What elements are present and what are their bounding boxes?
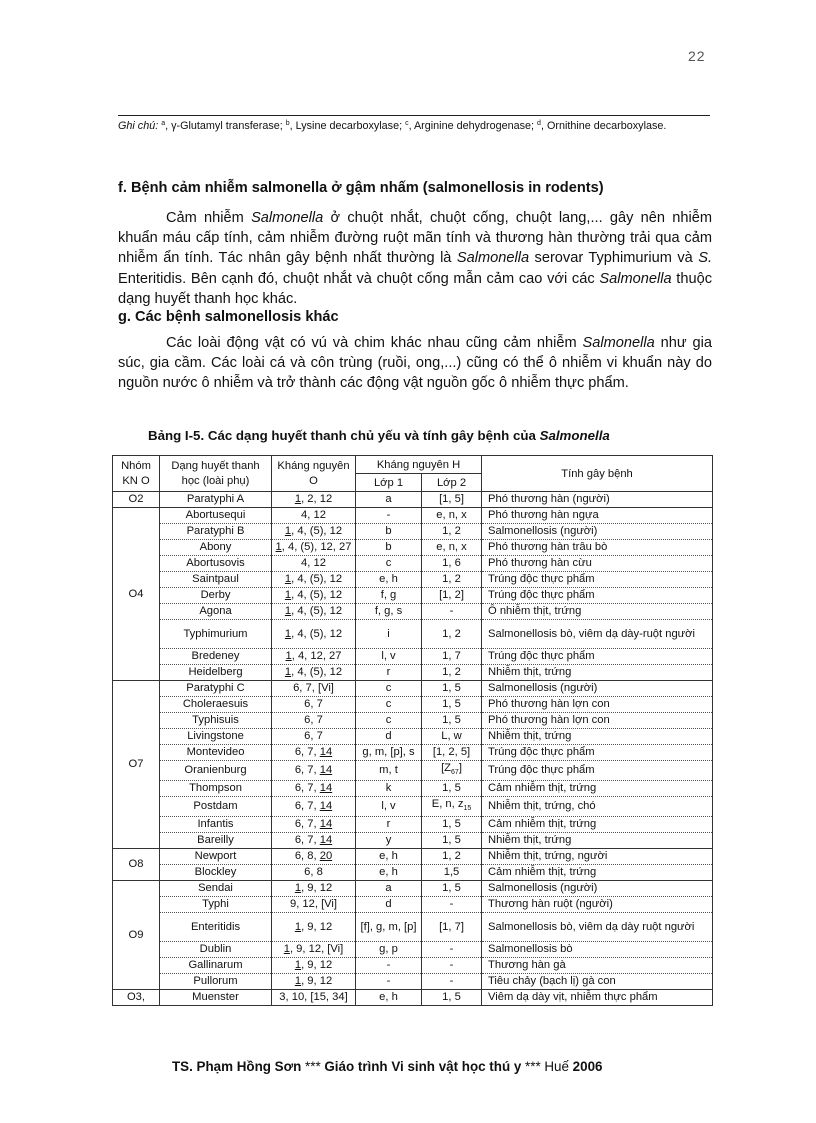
header-phase1: Lớp 1: [356, 474, 422, 492]
o-antigen-cell: 6, 7: [272, 697, 356, 713]
o-antigen-part: 14: [319, 834, 333, 847]
o-antigen-part: , 4, (5), 12: [291, 605, 343, 617]
footer: [172, 1059, 602, 1074]
o-antigen-part: , 4, (5), 12: [291, 627, 343, 640]
phase2-cell: L, w: [422, 729, 482, 745]
phase1-cell: e, h: [356, 990, 422, 1006]
table-row: [113, 604, 713, 620]
phase1-cell: r: [356, 665, 422, 681]
table-row: [113, 781, 713, 797]
pathogenicity-cell: Trúng độc thực phẩm: [482, 649, 713, 665]
page-number: 22: [688, 48, 706, 64]
o-antigen-cell: [272, 572, 356, 588]
o-antigen-part: 1: [284, 666, 292, 678]
o-antigen-cell: [272, 665, 356, 681]
header-phase2: Lớp 2: [422, 474, 482, 492]
pathogenicity-cell: Nhiễm thịt, trứng, người: [482, 849, 713, 865]
pathogenicity-cell: Trúng độc thực phẩm: [482, 572, 713, 588]
o-antigen-part: 1: [294, 920, 302, 933]
o-antigen-cell: 6, 7, [Vi]: [272, 681, 356, 697]
o-antigen-part: 1: [275, 541, 282, 553]
serovar-cell: Sendai: [160, 881, 272, 897]
o-antigen-part: 1: [284, 525, 292, 537]
phase2-cell: 1, 5: [422, 781, 482, 797]
pathogenicity-cell: Cảm nhiễm thịt, trứng: [482, 781, 713, 797]
text-italic: S.: [698, 250, 713, 267]
o-antigen-part: 1: [294, 882, 302, 895]
serovar-cell: Infantis: [160, 817, 272, 833]
text: Các loài động vật có vú và chim khác nhau cũng cảm nhiễm: [166, 335, 583, 351]
h-text: Kháng nguyên: [277, 459, 350, 472]
serovar-cell: Heidelberg: [160, 665, 272, 681]
phase1-cell: k: [356, 781, 422, 797]
sup-d: d: [537, 120, 541, 127]
o-antigen-part: 20: [319, 850, 333, 863]
o-antigen-cell: 6, 7: [272, 713, 356, 729]
phase1-cell: -: [356, 508, 422, 524]
phase1-cell: c: [356, 556, 422, 572]
serovar-cell: Newport: [160, 849, 272, 865]
o-antigen-cell: [272, 974, 356, 990]
pathogenicity-cell: Salmonellosis bò, viêm dạ dày-ruột người: [482, 620, 713, 649]
o-antigen-part: , 4, 12, 27: [291, 650, 342, 662]
table-row: [113, 865, 713, 881]
h-text: học (loài phụ): [181, 474, 250, 487]
table-row: [113, 833, 713, 849]
pathogenicity-cell: Thương hàn ruột (người): [482, 897, 713, 913]
phase2-cell: 1, 2: [422, 849, 482, 865]
phase2-part: 67: [451, 769, 459, 777]
sup-a: a: [161, 120, 166, 127]
o-antigen-part: 1: [294, 975, 302, 988]
phase2-cell: -: [422, 604, 482, 620]
caption-italic: Salmonella: [539, 428, 610, 443]
o-antigen-cell: [272, 649, 356, 665]
o-antigen-part: 6, 7,: [294, 834, 320, 847]
pathogenicity-cell: Salmonellosis (người): [482, 881, 713, 897]
o-antigen-part: 1: [284, 573, 292, 585]
text-italic: Salmonella: [456, 250, 530, 267]
o-antigen-cell: [272, 620, 356, 649]
table-row: [113, 990, 713, 1006]
phase1-cell: d: [356, 729, 422, 745]
phase1-cell: l, v: [356, 649, 422, 665]
text: Enteritidis. Bên cạnh đó, chuột nhắt và chuột cống mẫn cảm cao với các: [118, 270, 600, 287]
pathogenicity-cell: Nhiễm thịt, trứng: [482, 833, 713, 849]
pathogenicity-cell: Phó thương hàn (người): [482, 492, 713, 508]
serovar-cell: Typhimurium: [160, 620, 272, 649]
o-antigen-part: 6, 7,: [294, 782, 320, 795]
o-antigen-cell: 6, 7: [272, 729, 356, 745]
serovar-cell: Paratyphi B: [160, 524, 272, 540]
footnote-label: Ghi chú:: [118, 120, 159, 132]
table-caption: [148, 428, 610, 443]
phase1-cell: b: [356, 524, 422, 540]
text: thuộc dạng huyết thanh học khác.: [118, 270, 712, 307]
o-antigen-cell: [272, 881, 356, 897]
phase2-cell: -: [422, 942, 482, 958]
phase2-cell: [1, 7]: [422, 913, 482, 942]
phase2-cell: [422, 797, 482, 817]
serovar-cell: Postdam: [160, 797, 272, 817]
pathogenicity-cell: Salmonellosis (người): [482, 524, 713, 540]
phase1-cell: i: [356, 620, 422, 649]
phase2-cell: 1, 5: [422, 697, 482, 713]
serovar-cell: Thompson: [160, 781, 272, 797]
o-antigen-cell: [272, 849, 356, 865]
serovar-cell: Derby: [160, 588, 272, 604]
o-antigen-part: 1: [284, 605, 292, 617]
phase1-cell: m, t: [356, 761, 422, 781]
footer-place: Huế: [544, 1059, 569, 1074]
pathogenicity-cell: Trúng độc thực phẩm: [482, 745, 713, 761]
pathogenicity-cell: Cảm nhiễm thịt, trứng: [482, 817, 713, 833]
phase2-cell: 1, 2: [422, 620, 482, 649]
serovar-cell: Muenster: [160, 990, 272, 1006]
phase1-cell: g, p: [356, 942, 422, 958]
o-antigen-cell: [272, 958, 356, 974]
table-row: [113, 729, 713, 745]
note-d: , Ornithine decarboxylase.: [540, 120, 667, 132]
pathogenicity-cell: Nhiễm thịt, trứng: [482, 665, 713, 681]
o-antigen-part: , 2, 12: [301, 493, 333, 505]
o-antigen-part: 1: [284, 627, 292, 640]
phase2-cell: 1, 5: [422, 833, 482, 849]
table-row: [113, 572, 713, 588]
group-cell: O2: [113, 492, 160, 508]
serovar-cell: Blockley: [160, 865, 272, 881]
pathogenicity-cell: Tiêu chảy (bạch lị) gà con: [482, 974, 713, 990]
table-row: [113, 649, 713, 665]
pathogenicity-cell: Phó thương hàn lợn con: [482, 697, 713, 713]
group-cell: O9: [113, 881, 160, 990]
text-italic: Salmonella: [599, 270, 672, 287]
table-row: [113, 620, 713, 649]
h-text: KN O: [122, 474, 150, 487]
pathogenicity-cell: Salmonellosis bò: [482, 942, 713, 958]
phase2-cell: 1, 6: [422, 556, 482, 572]
o-antigen-cell: [272, 761, 356, 781]
o-antigen-part: , 9, 12: [301, 882, 333, 895]
o-antigen-part: , 4, (5), 12: [291, 589, 343, 601]
pathogenicity-cell: Nhiễm thịt, trứng: [482, 729, 713, 745]
o-antigen-part: 1: [294, 959, 302, 972]
table-row: [113, 556, 713, 572]
o-antigen-part: , 9, 12: [301, 975, 333, 988]
section-f-heading: f. Bệnh cảm nhiễm salmonella ở gậm nhấm (salmonellosis in rodents): [118, 180, 604, 196]
phase2-cell: -: [422, 958, 482, 974]
table-body: [113, 492, 713, 1006]
serovar-cell: Paratyphi C: [160, 681, 272, 697]
phase2-cell: [1, 2, 5]: [422, 745, 482, 761]
o-antigen-cell: [272, 913, 356, 942]
header-o-antigen: [272, 456, 356, 492]
o-antigen-cell: [272, 524, 356, 540]
h-text: Dạng huyết thanh: [171, 459, 260, 472]
phase2-cell: e, n, x: [422, 540, 482, 556]
o-antigen-part: , 4, (5), 12: [291, 573, 343, 585]
phase1-cell: a: [356, 492, 422, 508]
o-antigen-cell: 3, 10, [15, 34]: [272, 990, 356, 1006]
section-g-heading: g. Các bệnh salmonellosis khác: [118, 309, 339, 325]
group-cell: O7: [113, 681, 160, 849]
serovar-cell: Livingstone: [160, 729, 272, 745]
o-antigen-cell: [272, 604, 356, 620]
sup-c: c: [405, 120, 409, 127]
serovar-cell: Gallinarum: [160, 958, 272, 974]
footer-sep: ***: [301, 1059, 325, 1074]
phase2-cell: -: [422, 974, 482, 990]
serovar-table: [112, 455, 713, 1006]
phase2-cell: -: [422, 897, 482, 913]
table-row: [113, 508, 713, 524]
table-row: [113, 697, 713, 713]
pathogenicity-cell: Trúng độc thực phẩm: [482, 588, 713, 604]
o-antigen-part: 6, 7,: [294, 746, 320, 758]
o-antigen-part: 14: [319, 800, 333, 813]
header-h-antigen: Kháng nguyên H: [356, 456, 482, 474]
table-row: [113, 797, 713, 817]
o-antigen-cell: [272, 745, 356, 761]
table-row: [113, 761, 713, 781]
phase1-cell: -: [356, 974, 422, 990]
table-row: [113, 713, 713, 729]
serovar-cell: Paratyphi A: [160, 492, 272, 508]
phase2-cell: 1, 2: [422, 524, 482, 540]
phase2-part: E, n, z: [431, 798, 464, 811]
serovar-cell: Oranienburg: [160, 761, 272, 781]
o-antigen-cell: [272, 492, 356, 508]
text: ở chuột nhắt, chuột cống, chuột lang,... gây nên nhiễm khuẩn máu cấp tính, cảm nhiễm đường ruột mãn tính và thương hàn thường trải qua cảm nhiễm ẩn tính. Tác nhân gây bệnh nhất thường là: [118, 210, 712, 267]
phase2-cell: 1,5: [422, 865, 482, 881]
o-antigen-part: , 9, 12: [301, 959, 333, 972]
phase1-cell: g, m, [p], s: [356, 745, 422, 761]
footer-sep: ***: [521, 1059, 545, 1074]
phase1-cell: f, g, s: [356, 604, 422, 620]
serovar-cell: Agona: [160, 604, 272, 620]
phase1-cell: y: [356, 833, 422, 849]
phase2-cell: [1, 5]: [422, 492, 482, 508]
o-antigen-part: 1: [285, 650, 292, 662]
o-antigen-part: 14: [319, 746, 333, 758]
serovar-cell: Bareilly: [160, 833, 272, 849]
o-antigen-part: , 4, (5), 12, 27: [281, 541, 352, 553]
phase1-cell: f, g: [356, 588, 422, 604]
table-row: [113, 588, 713, 604]
serovar-cell: Montevideo: [160, 745, 272, 761]
table-row: [113, 881, 713, 897]
table-row: [113, 524, 713, 540]
text-italic: Salmonella: [251, 210, 324, 226]
table-row: [113, 745, 713, 761]
o-antigen-cell: [272, 797, 356, 817]
note-a: , γ-Glutamyl transferase;: [165, 120, 283, 132]
phase1-cell: l, v: [356, 797, 422, 817]
serovar-cell: Abortusovis: [160, 556, 272, 572]
o-antigen-cell: 6, 8: [272, 865, 356, 881]
o-antigen-part: 14: [319, 782, 333, 795]
serovar-cell: Dublin: [160, 942, 272, 958]
pathogenicity-cell: Cảm nhiễm thịt, trứng: [482, 865, 713, 881]
o-antigen-part: 1: [294, 493, 302, 505]
phase1-cell: c: [356, 713, 422, 729]
phase1-cell: d: [356, 897, 422, 913]
serovar-cell: Pullorum: [160, 974, 272, 990]
phase1-cell: a: [356, 881, 422, 897]
o-antigen-cell: [272, 942, 356, 958]
table-row: [113, 817, 713, 833]
pathogenicity-cell: Trúng độc thực phẩm: [482, 761, 713, 781]
group-cell: O3,: [113, 990, 160, 1006]
phase1-cell: b: [356, 540, 422, 556]
serovar-cell: Saintpaul: [160, 572, 272, 588]
o-antigen-part: , 4, (5), 12: [291, 525, 343, 537]
serovar-cell: Typhi: [160, 897, 272, 913]
o-antigen-part: 6, 8,: [294, 850, 320, 863]
phase2-cell: 1, 5: [422, 681, 482, 697]
text: như gia súc, gia cầm. Các loài cá và côn trùng (ruồi, ong,...) cũng có thể ô nhiễm vi khuẩn này do nguồn nước ô nhiễm và trở thành các động vật nguồn gốc ô nhiễm thực phẩm.: [118, 335, 712, 392]
o-antigen-part: 1: [284, 589, 292, 601]
phase2-cell: 1, 7: [422, 649, 482, 665]
phase1-cell: [f], g, m, [p]: [356, 913, 422, 942]
serovar-cell: Abortusequi: [160, 508, 272, 524]
section-g-paragraph: [118, 333, 712, 394]
o-antigen-part: , 9, 12: [301, 920, 333, 933]
phase1-cell: c: [356, 681, 422, 697]
header-pathogenicity: Tính gây bệnh: [482, 456, 713, 492]
phase2-part: 15: [463, 805, 472, 813]
o-antigen-part: 1: [283, 943, 290, 956]
serovar-cell: Choleraesuis: [160, 697, 272, 713]
header-serovar: [160, 456, 272, 492]
o-antigen-part: , 9, 12, [Vi]: [289, 943, 344, 956]
table-row: [113, 665, 713, 681]
phase2-part: [Z: [441, 762, 452, 774]
o-antigen-cell: [272, 540, 356, 556]
note-b: , Lysine decarboxylase;: [289, 120, 403, 132]
phase1-cell: e, h: [356, 865, 422, 881]
o-antigen-part: 6, 7,: [294, 818, 320, 831]
table-row: [113, 913, 713, 942]
text: Cảm nhiễm: [166, 210, 252, 226]
o-antigen-part: 14: [319, 818, 333, 831]
o-antigen-cell: [272, 817, 356, 833]
phase2-cell: 1, 5: [422, 817, 482, 833]
pathogenicity-cell: Thương hàn gà: [482, 958, 713, 974]
table-row: [113, 681, 713, 697]
footer-author: TS. Phạm Hồng Sơn: [172, 1059, 302, 1074]
header-group: [113, 456, 160, 492]
o-antigen-cell: [272, 833, 356, 849]
phase2-cell: e, n, x: [422, 508, 482, 524]
phase2-cell: 1, 2: [422, 572, 482, 588]
table-row: [113, 974, 713, 990]
phase1-cell: e, h: [356, 849, 422, 865]
footnote: [118, 115, 710, 134]
o-antigen-part: , 4, (5), 12: [291, 666, 343, 678]
o-antigen-part: 6, 7,: [294, 764, 320, 777]
phase2-cell: 1, 5: [422, 881, 482, 897]
serovar-cell: Abony: [160, 540, 272, 556]
table-row: [113, 958, 713, 974]
text-italic: Salmonella: [582, 335, 655, 351]
serovar-cell: Typhisuis: [160, 713, 272, 729]
sup-b: b: [285, 120, 290, 127]
pathogenicity-cell: Nhiễm thịt, trứng, chó: [482, 797, 713, 817]
phase2-cell: [422, 761, 482, 781]
h-text: Nhóm: [121, 459, 151, 472]
pathogenicity-cell: Phó thương hàn lợn con: [482, 713, 713, 729]
table-row: [113, 540, 713, 556]
h-text: O: [309, 474, 318, 487]
footer-year: 2006: [568, 1059, 603, 1074]
group-cell: O4: [113, 508, 160, 681]
phase2-cell: 1, 2: [422, 665, 482, 681]
o-antigen-cell: 4, 12: [272, 508, 356, 524]
pathogenicity-cell: Viêm dạ dày vịt, nhiễm thực phẩm: [482, 990, 713, 1006]
phase1-cell: c: [356, 697, 422, 713]
pathogenicity-cell: Ô nhiễm thịt, trứng: [482, 604, 713, 620]
o-antigen-cell: [272, 588, 356, 604]
phase2-cell: [1, 2]: [422, 588, 482, 604]
pathogenicity-cell: Phó thương hàn cừu: [482, 556, 713, 572]
pathogenicity-cell: Salmonellosis (người): [482, 681, 713, 697]
table-row: [113, 849, 713, 865]
o-antigen-cell: 9, 12, [Vi]: [272, 897, 356, 913]
phase1-cell: e, h: [356, 572, 422, 588]
phase1-cell: r: [356, 817, 422, 833]
pathogenicity-cell: Phó thương hàn ngựa: [482, 508, 713, 524]
text: serovar Typhimurium và: [529, 250, 699, 267]
pathogenicity-cell: Salmonellosis bò, viêm dạ dày ruột người: [482, 913, 713, 942]
table-row: [113, 942, 713, 958]
phase1-cell: -: [356, 958, 422, 974]
caption-text: Bảng I-5. Các dạng huyết thanh chủ yếu và tính gây bệnh của: [148, 428, 540, 443]
o-antigen-cell: 4, 12: [272, 556, 356, 572]
o-antigen-part: 14: [319, 764, 333, 777]
section-f-paragraph: [118, 208, 712, 309]
pathogenicity-cell: Phó thương hàn trâu bò: [482, 540, 713, 556]
serovar-cell: Bredeney: [160, 649, 272, 665]
note-c: , Arginine dehydrogenase;: [408, 120, 535, 132]
o-antigen-cell: [272, 781, 356, 797]
phase2-cell: 1, 5: [422, 990, 482, 1006]
group-cell: O8: [113, 849, 160, 881]
footer-title: Giáo trình Vi sinh vật học thú y: [324, 1059, 522, 1074]
phase2-part: ]: [458, 762, 462, 774]
phase2-cell: 1, 5: [422, 713, 482, 729]
o-antigen-part: 6, 7,: [294, 800, 320, 813]
table-row: [113, 492, 713, 508]
table-row: [113, 897, 713, 913]
serovar-cell: Enteritidis: [160, 913, 272, 942]
